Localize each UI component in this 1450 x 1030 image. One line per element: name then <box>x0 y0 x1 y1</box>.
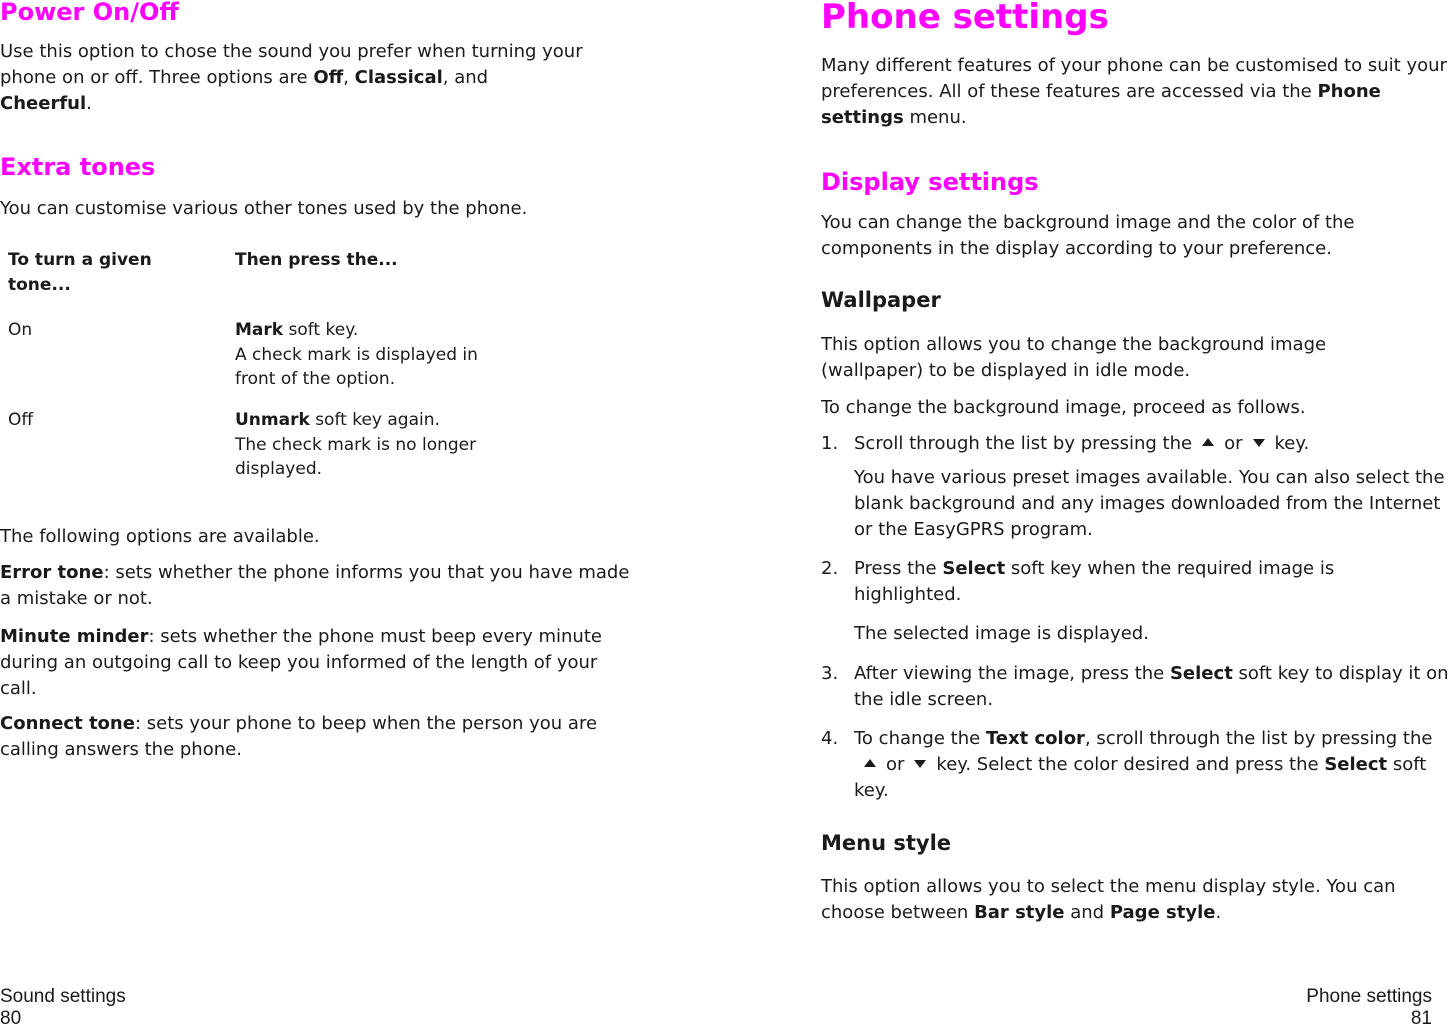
display-settings-body: You can change the background image and the color of the components in the display according to your preference. <box>821 212 1355 259</box>
option-connect-tone: Connect tone: sets your phone to beep when the person you are calling answers the phone. <box>0 713 598 760</box>
power-body: Use this option to chose the sound you prefer when turning your phone on or off. Three options are Off, Classical, and Cheerful. <box>0 41 583 114</box>
page-number-right: 81 <box>1410 1008 1432 1029</box>
up-arrow-icon <box>864 759 876 767</box>
step-text: After viewing the image, press the Select soft key to display it on the idle screen. <box>854 663 1449 710</box>
page-number-left: 80 <box>0 1008 22 1029</box>
extra-tones-body: You can customise various other tones used by the phone. <box>0 198 528 219</box>
intro-text: Many different features of your phone can be customised to suit your preferences. All of these features are accessed via the Phone settings menu. <box>821 55 1447 128</box>
wallpaper-proceed: To change the background image, proceed as follows. <box>821 397 1306 418</box>
options-intro: The following options are available. <box>0 526 320 547</box>
option-minute-minder: Minute minder: sets whether the phone must beep every minute during an outgoing call to keep you informed of the length of your call. <box>0 626 602 699</box>
table-row-press: Mark soft key. A check mark is displayed in front of the option. <box>235 320 478 389</box>
step-text: Scroll through the list by pressing the or key. <box>854 433 1310 454</box>
down-arrow-icon <box>1253 439 1265 447</box>
footer-section-right: Phone settings <box>1306 986 1432 1007</box>
table-header-press: Then press the... <box>235 250 398 270</box>
option-cheerful: Cheerful <box>0 93 87 114</box>
step-text: To change the Text color, scroll through the list by pressing theor key. Select the color desired and press the Select soft key. <box>854 728 1433 801</box>
up-arrow-icon <box>1202 438 1214 446</box>
table-row-tone: Off <box>8 410 34 430</box>
option-off: Off <box>313 67 344 88</box>
step-note: The selected image is displayed. <box>854 623 1149 644</box>
step-number: 3. <box>821 663 839 684</box>
table-row-tone: On <box>8 320 33 340</box>
table-header-tone: To turn a given tone... <box>8 250 152 295</box>
step-note: You have various preset images available. You can also select the blank background and any images downloaded from the Internet or the EasyGPRS program. <box>854 467 1445 540</box>
wallpaper-heading: Wallpaper <box>821 288 941 312</box>
table-row-press: Unmark soft key again. The check mark is no longer displayed. <box>235 410 477 479</box>
step-number: 1. <box>821 433 839 454</box>
display-settings-heading: Display settings <box>821 168 1039 196</box>
footer-section-left: Sound settings <box>0 986 126 1007</box>
step-number: 4. <box>821 728 839 749</box>
step-number: 2. <box>821 558 839 579</box>
menu-style-body: This option allows you to select the menu display style. You can choose between Bar style and Page style. <box>821 876 1396 923</box>
wallpaper-body: This option allows you to change the background image (wallpaper) to be displayed in idle mode. <box>821 334 1327 381</box>
down-arrow-icon <box>914 760 926 768</box>
power-heading: Power On/Off <box>0 0 179 26</box>
extra-tones-heading: Extra tones <box>0 153 156 181</box>
step-text: Press the Select soft key when the required image is highlighted. <box>854 558 1335 605</box>
option-error-tone: Error tone: sets whether the phone informs you that you have made a mistake or not. <box>0 562 630 609</box>
option-classical: Classical <box>354 67 443 88</box>
menu-style-heading: Menu style <box>821 831 952 855</box>
page-title: Phone settings <box>821 0 1109 37</box>
